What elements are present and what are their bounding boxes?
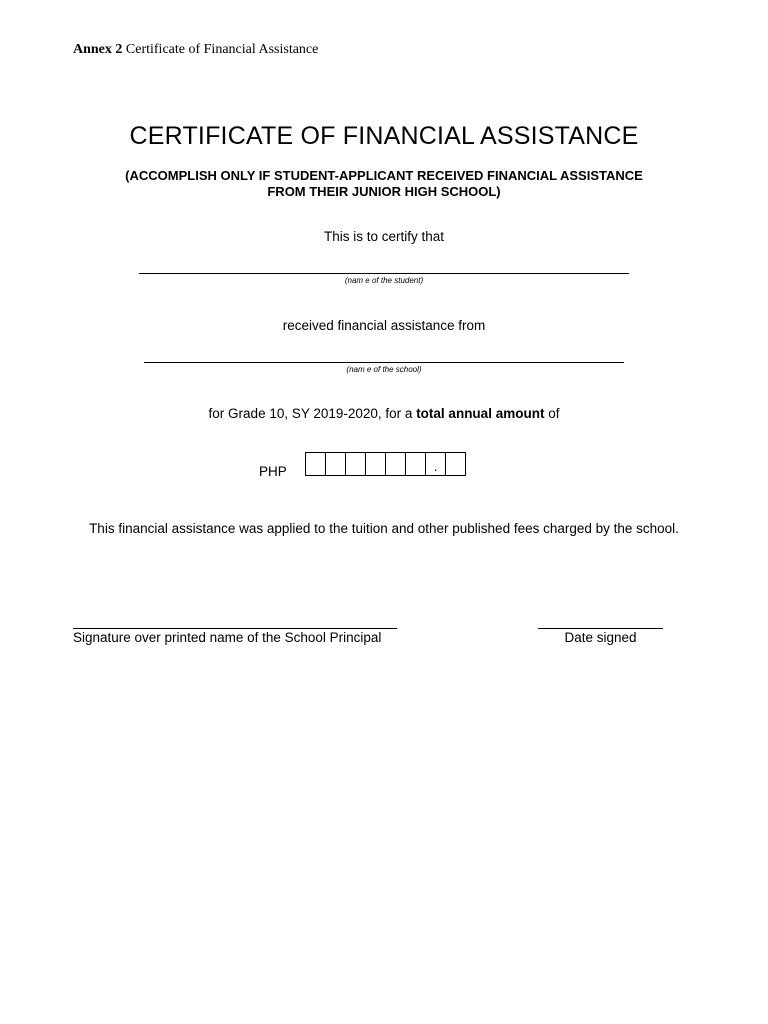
grade-text-suffix: of [544, 406, 560, 421]
principal-signature-label: Signature over printed name of the School Principal [73, 630, 382, 645]
annex-header [73, 42, 318, 58]
page-title: CERTIFICATE OF FINANCIAL ASSISTANCE [129, 122, 639, 150]
grade-text [0, 406, 768, 421]
amount-digit-box[interactable] [405, 452, 426, 476]
amount-digit-box[interactable] [345, 452, 366, 476]
student-name-caption: (nam e of the student) [344, 276, 424, 285]
grade-text-bold: total annual amount [416, 406, 545, 421]
amount-digit-box[interactable] [425, 452, 446, 476]
instruction-note [0, 168, 768, 200]
currency-label: PHP [259, 464, 287, 479]
certify-text: This is to certify that [323, 229, 445, 244]
amount-digit-box[interactable] [305, 452, 326, 476]
amount-digit-box[interactable] [325, 452, 346, 476]
amount-digit-box[interactable] [385, 452, 406, 476]
school-name-caption: (nam e of the school) [346, 365, 422, 374]
student-name-line[interactable] [139, 273, 629, 274]
date-signed-line[interactable] [538, 628, 663, 629]
amount-digit-box[interactable] [365, 452, 386, 476]
amount-boxes[interactable] [305, 452, 466, 476]
principal-signature-line[interactable] [73, 628, 397, 629]
instruction-line-1: (ACCOMPLISH ONLY IF STUDENT-APPLICANT RECEIVED FINANCIAL ASSISTANCE [125, 168, 643, 183]
decimal-point: . [433, 459, 438, 474]
date-signed-label: Date signed [564, 630, 637, 645]
school-name-line[interactable] [144, 362, 624, 363]
annex-title: Certificate of Financial Assistance [122, 42, 319, 57]
received-text: received financial assistance from [282, 318, 486, 333]
applied-text: This financial assistance was applied to the tuition and other published fees charged by the school. [89, 521, 679, 536]
grade-text-prefix: for Grade 10, SY 2019-2020, for a [208, 406, 417, 421]
amount-digit-box[interactable] [445, 452, 466, 476]
annex-number: Annex 2 [73, 42, 123, 57]
instruction-line-2: FROM THEIR JUNIOR HIGH SCHOOL) [267, 184, 501, 199]
